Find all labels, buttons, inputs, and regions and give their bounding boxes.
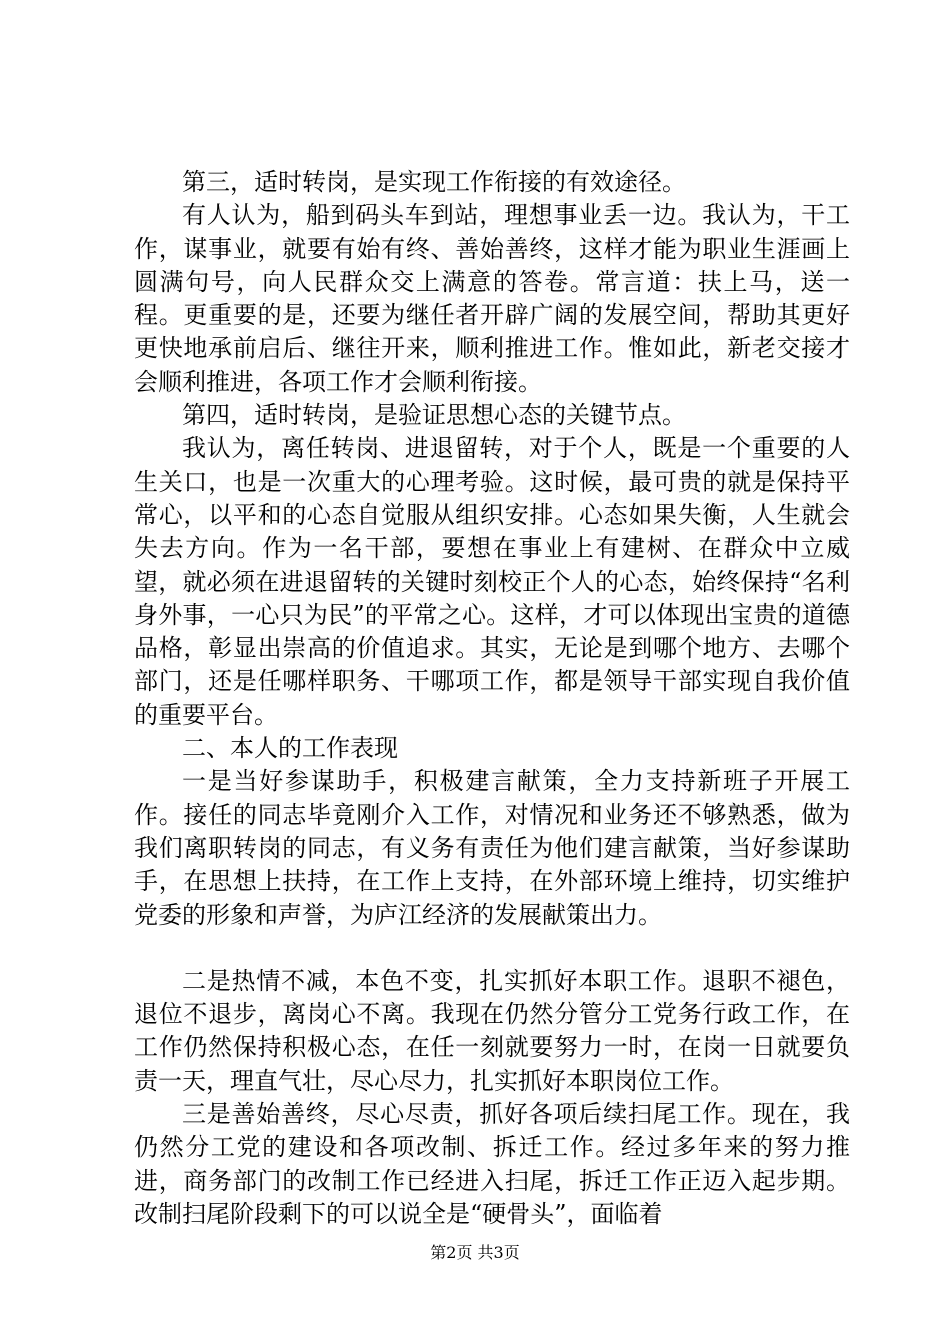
page-footer: 第2页 共3页 xyxy=(430,1243,520,1262)
paragraph-section-four-body: 我认为，离任转岗、进退留转，对于个人，既是一个重要的人生关口，也是一次重大的心理考验。这时候，最可贵的就是保持平常心，以平和的心态自觉服从组织安排。心态如果失衡，人生就会失去方向。作为一名干部，要想在事业上有建树、在群众中立威望，就必须在进退留转的关键时刻校正个人的心态，始终保持“名利身外事，一心只为民”的平常之心。这样，才可以体现出宝贵的道德品格，彰显出崇高的价值追求。其实，无论是到哪个地方、去哪个部门，还是任哪样职务、干哪项工作，都是领导干部实现自我价值的重要平台。 xyxy=(134,434,850,729)
paragraph-spacer xyxy=(134,932,850,965)
section-heading-work-performance: 二、本人的工作表现 xyxy=(182,734,398,763)
paragraph-section-three-body: 有人认为，船到码头车到站，理想事业丢一边。我认为，干工作，谋事业，就要有始有终、善始善终，这样才能为职业生涯画上圆满句号，向人民群众交上满意的答卷。常言道：扶上马，送一程。更重要的是，还要为继任者开辟广阔的发展空间，帮助其更好更快地承前启后、继往开来，顺利推进工作。惟如此，新老交接才会顺利推进，各项工作才会顺利衔接。 xyxy=(134,201,850,396)
paragraph-point-one: 一是当好参谋助手，积极建言献策，全力支持新班子开展工作。接任的同志毕竟刚介入工作，对情况和业务还不够熟悉，做为我们离职转岗的同志，有义务有责任为他们建言献策，当好参谋助手，在思想上扶持，在工作上支持，在外部环境上维持，切实维护党委的形象和声誉，为庐江经济的发展献策出力。 xyxy=(134,767,850,929)
paragraph-section-three-heading: 第三，适时转岗，是实现工作衔接的有效途径。 xyxy=(182,168,686,196)
document-body xyxy=(134,166,850,1231)
paragraph-point-two: 二是热情不减，本色不变，扎实抓好本职工作。退职不褪色，退位不退步，离岗心不离。我现在仍然分管分工党务行政工作，在工作仍然保持积极心态，在任一刻就要努力一时，在岗一日就要负责一天，理直气壮，尽心尽力，扎实抓好本职岗位工作。 xyxy=(134,966,850,1095)
paragraph-point-three: 三是善始善终，尽心尽责，抓好各项后续扫尾工作。现在，我仍然分工党的建设和各项改制、拆迁工作。经过多年来的努力推进，商务部门的改制工作已经进入扫尾，拆迁工作正迈入起步期。改制扫尾阶段剩下的可以说全是“硬骨头”，面临着 xyxy=(134,1100,850,1228)
paragraph-section-four-heading: 第四，适时转岗，是验证思想心态的关键节点。 xyxy=(182,401,686,430)
